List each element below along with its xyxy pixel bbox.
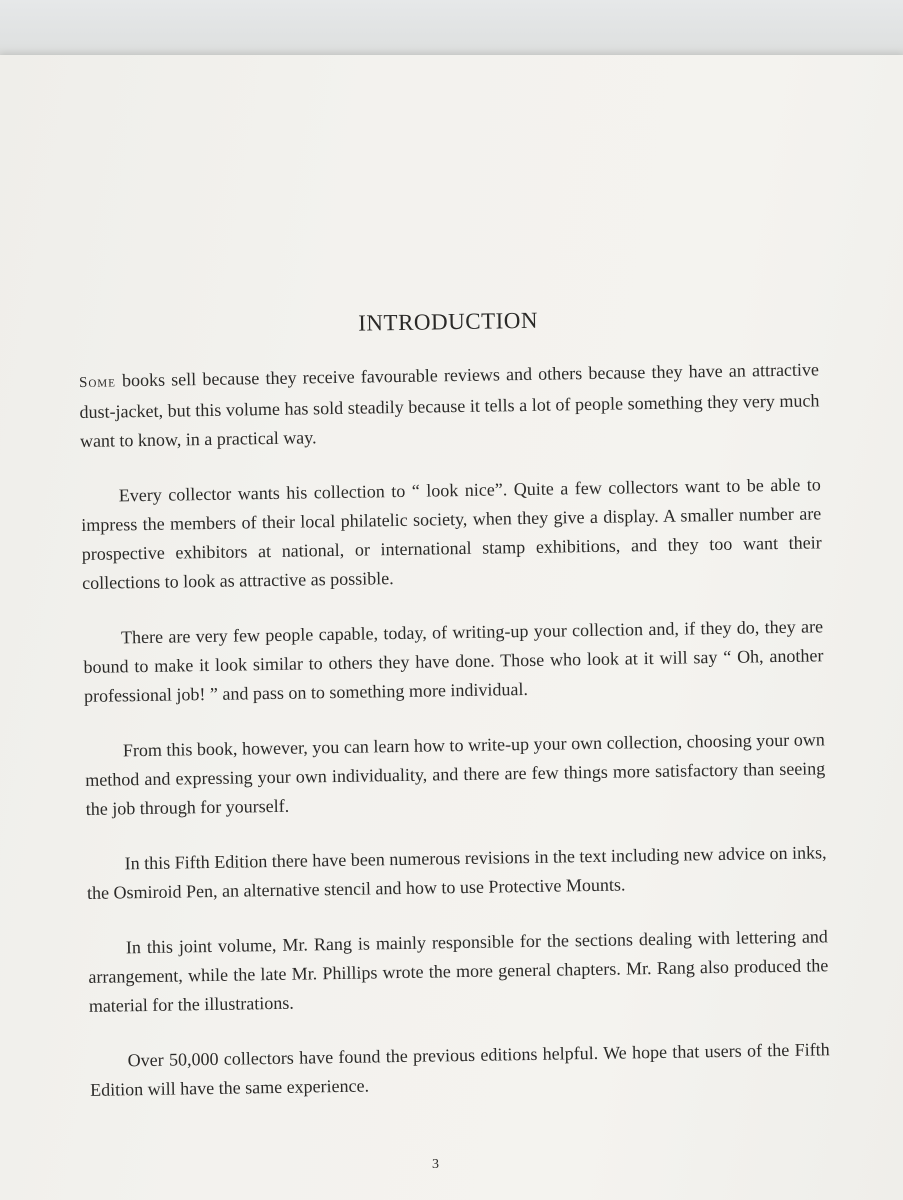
paragraph-1-text: books sell because they receive favourable reviews and others because they have an attractive dust-jacket, but this volume has sold steadily because it tells a lot of people something they very much want to know, in a practical way. [79,359,820,451]
paragraph-4: From this book, however, you can learn how to write-up your own collection, choosing your own method and expressing your own individuality, and there are few things more satisfactory than seeing the job through for yourself. [85,729,826,819]
paragraph-7: Over 50,000 collectors have found the previous editions helpful. We hope that users of the Fifth Edition will have the same experience. [90,1039,830,1100]
page-number: 3 [432,1157,439,1172]
paragraph-3: There are very few people capable, today, of writing-up your collection and, if they do, they are bound to make it look similar to others they have done. Those who look at it will say “ Oh, another professional job! ” and pass on to something more individual. [83,616,824,706]
background-surface [0,0,903,62]
text-block [78,303,831,1131]
opening-word: Some [78,374,116,391]
paragraph-1 [79,355,820,456]
paragraph-6: In this joint volume, Mr. Rang is mainly responsible for the sections dealing with lettering and arrangement, while the late Mr. Phillips wrote the more general chapters. Mr. Rang also produced the material for the illustrations. [88,926,829,1016]
book-page [0,55,903,1200]
paragraph-2: Every collector wants his collection to “ look nice”. Quite a few collectors want to be able to impress the members of their local philatelic society, when they give a display. A smaller number are prospective exhibitors at national, or international stamp exhibitions, and they too want their collections to look as attractive as possible. [81,474,822,593]
page-title: INTRODUCTION [358,307,539,336]
paragraph-5: In this Fifth Edition there have been numerous revisions in the text including new advice on inks, the Osmiroid Pen, an alternative stencil and how to use Protective Mounts. [86,842,827,903]
